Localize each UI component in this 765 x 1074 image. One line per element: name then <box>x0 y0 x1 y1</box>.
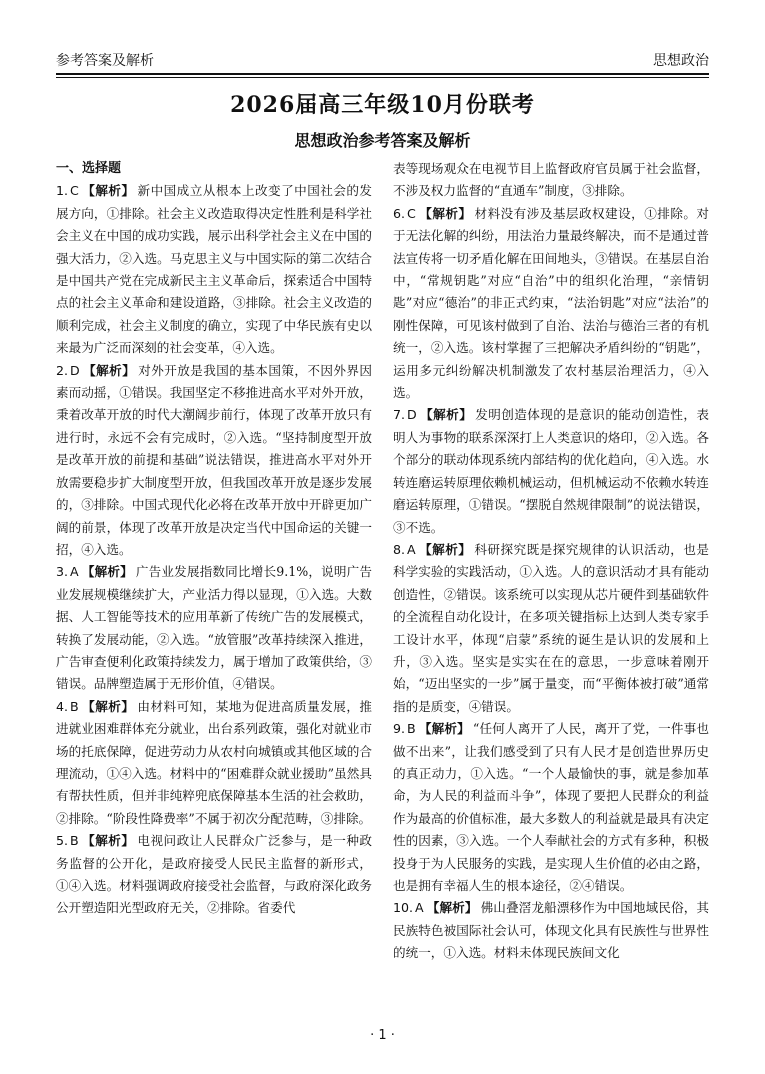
answer-item <box>393 158 709 203</box>
section-heading: 一、选择题 <box>56 161 122 176</box>
left-column <box>56 158 372 1026</box>
analysis-tag: 【解析】 <box>418 541 472 557</box>
header-subject: 思想政治 <box>653 53 709 69</box>
question-number: 7. <box>393 407 406 423</box>
header-left-title: 参考答案及解析 <box>56 53 154 69</box>
analysis-tag: 【解析】 <box>418 205 472 221</box>
analysis-text: 电视问政让人民群众广泛参与，是一种政务监督的公开化，是政府接受人民民主监督的新形式，①④入选。材料强调政府接受社会监督，与政府深化政务公开塑造阳光型政府无关，②排除。省委代 <box>56 833 372 916</box>
answer-letter: A <box>70 564 79 580</box>
answer-item <box>393 203 709 405</box>
right-column <box>393 158 709 1026</box>
exam-subtitle: 思想政治参考答案及解析 <box>294 131 471 150</box>
analysis-text: 科研探究既是探究规律的认识活动，也是科学实验的实践活动，①入选。人的意识活动才具有能动创造性，②错误。该系统可以实现从芯片硬件到基础软件的全流程自动化设计，在多项关键指标上达到人类专家手工设计水平，体现“启蒙”系统的诞生是认识的发展和上升，③入选。坚实是实实在在的意思，一步意味着刚开始，“迈出坚实的一步”属于量变，而“平衡体被打破”通常指的是质变，④错误。 <box>393 541 709 714</box>
answer-item <box>393 404 709 538</box>
answer-item <box>56 360 372 562</box>
answer-letter: C <box>407 205 416 221</box>
question-number: 6. <box>393 205 406 221</box>
question-number: 1. <box>56 183 69 199</box>
question-number: 10. <box>393 900 414 916</box>
answer-item <box>393 897 709 964</box>
analysis-text: “任何人离开了人民，离开了党，一件事也做不出来”，让我们感受到了只有人民才是创造世界历史的真正动力，①入选。“一个人最愉快的事，就是参加革命，为人民的利益而斗争”，体现了要把人民群众的利益作为最高的价值标准，最大多数人的利益就是最具有决定性的因素，③入选。一个人奉献社会的方式有多种，积极投身于为人民服务的实践，是实现人生价值的必由之路，也是拥有幸福人生的根本途径，②④错误。 <box>393 721 709 893</box>
running-header <box>56 50 709 72</box>
analysis-tag: 【解析】 <box>81 833 135 849</box>
answer-item <box>56 180 372 359</box>
question-number: 4. <box>56 698 69 714</box>
analysis-tag: 【解析】 <box>419 407 473 423</box>
analysis-tag: 【解析】 <box>418 721 470 737</box>
answer-letter: A <box>415 900 424 916</box>
left-answer-list <box>56 180 372 919</box>
answer-letter: D <box>70 362 80 378</box>
analysis-tag: 【解析】 <box>81 698 135 714</box>
right-answer-list <box>393 158 709 965</box>
header-rule-thick <box>56 73 709 75</box>
analysis-tag: 【解析】 <box>426 900 478 916</box>
question-number: 2. <box>56 362 69 378</box>
question-number: 3. <box>56 564 69 580</box>
analysis-tag: 【解析】 <box>82 362 136 378</box>
answer-letter: B <box>70 698 79 714</box>
answer-item <box>393 539 709 718</box>
answer-letter: A <box>407 541 416 557</box>
analysis-text: 材料没有涉及基层政权建设，①排除。对于无法化解的纠纷，用法治力量最终解决，而不是通过普法宣传将一切矛盾化解在田间地头，③错误。在基层自治中，“常规钥匙”对应“自治”中的组织化治理，“亲情钥匙”对应“德治”的非正式约束，“法治钥匙”对应“法治”的刚性保障，可见该村做到了自治、法治与德治三者的有机统一，②入选。该村掌握了三把解决矛盾纠纷的“钥匙”，运用多元纠纷解决机制激发了农村基层治理活力，④入选。 <box>393 205 709 401</box>
analysis-text: 由材料可知，某地为促进高质量发展，推进就业困难群体充分就业，出台系列政策，强化对就业市场的托底保障，促进劳动力从农村向城镇或其他区域的合理流动，①④入选。材料中的“困难群众就业援助”虽然具有帮扶性质，但并非纯粹兜底保障基本生活的社会救助，②排除。“阶段性降费率”不属于初次分配范畴，③排除。 <box>56 698 372 826</box>
question-number: 5. <box>56 833 69 849</box>
analysis-text: 发明创造体现的是意识的能动创造性，表明人为事物的联系深深打上人类意识的烙印，②入选。各个部分的联动体现系统内部结构的优化趋向，④入选。水转连磨运转原理依赖机械运动，但机械运动不依赖水转连磨运转原理，①错误。“摆脱自然规律限制”的说法错误，③不选。 <box>393 407 709 535</box>
analysis-tag: 【解析】 <box>81 183 135 199</box>
answer-item <box>56 561 372 695</box>
answer-letter: B <box>70 833 79 849</box>
analysis-text: 表等现场观众在电视节目上监督政府官员属于社会监督，不涉及权力监督的“直通车”制度，③排除。 <box>393 161 709 199</box>
page-number: · 1 · <box>370 1028 395 1043</box>
answer-letter: D <box>407 407 417 423</box>
answer-item <box>393 718 709 897</box>
analysis-tag: 【解析】 <box>81 564 133 580</box>
exam-title: 2026届高三年级10月份联考 <box>230 92 535 118</box>
question-number: 9. <box>393 721 406 737</box>
answer-letter: B <box>407 721 416 737</box>
header-rule-thin <box>56 77 709 78</box>
analysis-text: 广告业发展指数同比增长9.1%，说明广告业发展规模继续扩大，产业活力得以显现，①入选。大数据、人工智能等技术的应用革新了传统广告的发展模式，转换了发展动能，②入选。“放管服”改革持续深入推进，广告审查便利化政策持续发力，属于增加了政策供给，③错误。品牌塑造属于无形价值，④错误。 <box>56 564 372 692</box>
analysis-text: 对外开放是我国的基本国策，不因外界因素而动摇，①错误。我国坚定不移推进高水平对外开放，秉着改革开放的时代大潮阔步前行，体现了改革开放只有进行时，永远不会有完成时，②入选。“坚持制度型开放是改革开放的前提和基础”说法错误，推进高水平对外开放需要稳步扩大制度型开放，但我国改革开放是逐步发展的，③排除。中国式现代化必将在改革开放中开辟更加广阔的前景，体现了改革开放是决定当代中国命运的关键一招，④入选。 <box>56 362 372 557</box>
answer-item <box>56 830 372 920</box>
analysis-text: 新中国成立从根本上改变了中国社会的发展方向，①排除。社会主义改造取得决定性胜利是科学社会主义在中国的成功实践，展示出科学社会主义在中国的强大活力，②入选。马克思主义与中国实际的第二次结合是中国共产党在完成新民主主义革命后，探索适合中国特点的社会主义革命和建设道路，③排除。社会主义改造的顺利完成，社会主义制度的确立，实现了中华民族有史以来最为广泛而深刻的社会变革，④入选。 <box>56 183 372 356</box>
question-number: 8. <box>393 541 406 557</box>
answer-letter: C <box>70 183 79 199</box>
answer-item <box>56 696 372 830</box>
analysis-text: 佛山叠滘龙船漂移作为中国地域民俗，其民族特色被国际社会认可，体现文化具有民族性与世界性的统一，①入选。材料未体现民族间文化 <box>393 900 709 961</box>
